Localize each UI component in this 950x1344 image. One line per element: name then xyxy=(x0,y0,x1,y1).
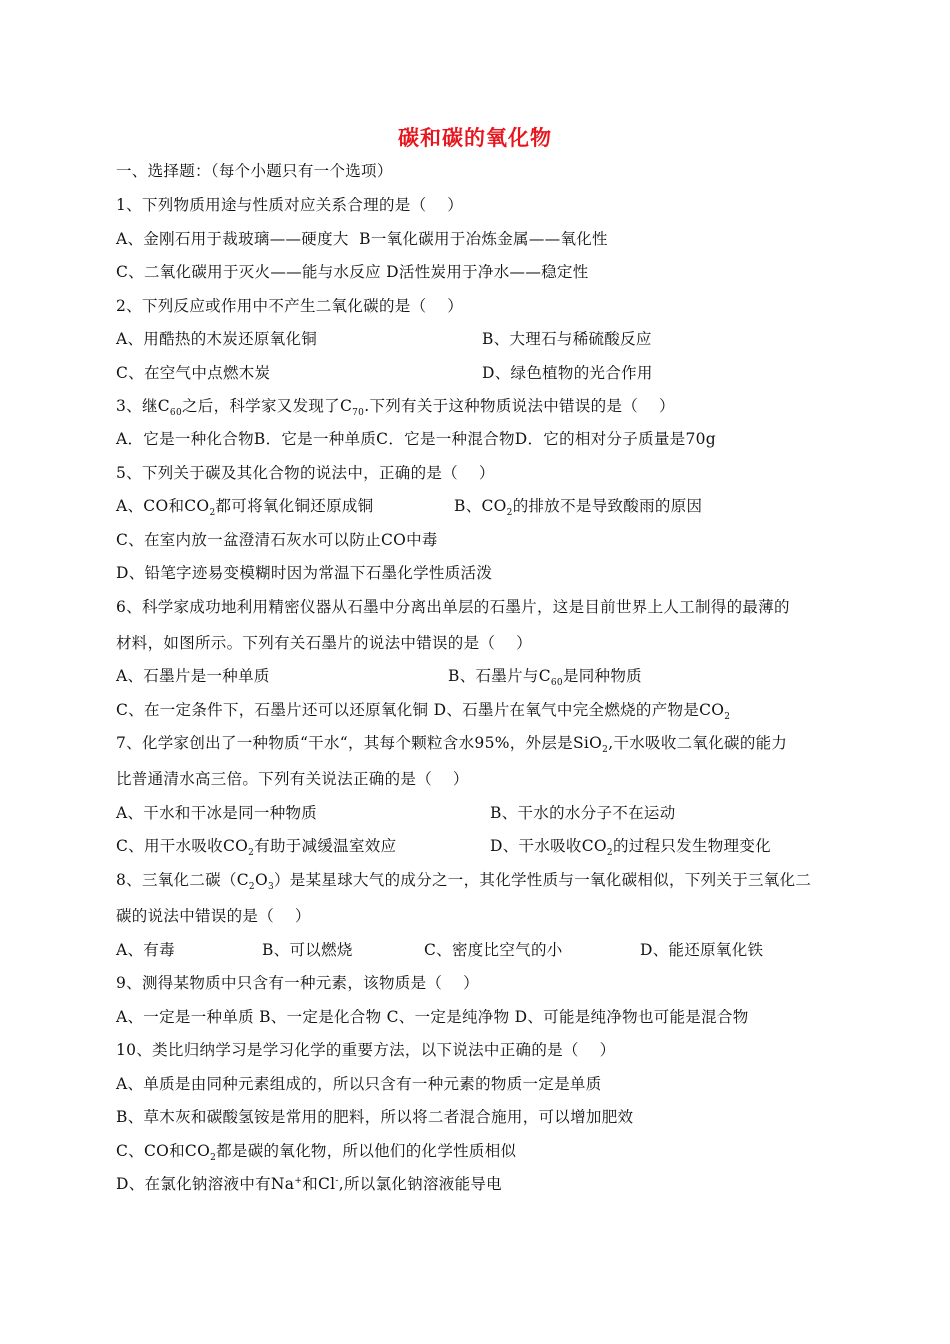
question-2: 2、下列反应或作用中不产生二氧化碳的是（ ） xyxy=(116,297,464,315)
question-7-line2: 比普通清水高三倍。下列有关说法正确的是（ ） xyxy=(116,770,469,788)
q2-option-c: C、在空气中点燃木炭 xyxy=(116,364,271,382)
q5-option-d: D、铅笔字迹易变模糊时因为常温下石墨化学性质活泼 xyxy=(116,564,493,582)
q8-option-c: C、密度比空气的小 xyxy=(424,941,563,959)
section-heading: 一、选择题：（每个小题只有一个选项） xyxy=(116,162,393,180)
question-5: 5、下列关于碳及其化合物的说法中，正确的是（ ） xyxy=(116,464,495,482)
q10-option-c: C、CO和$CO_2$都是碳的氧化物，所以他们的化学性质相似 xyxy=(116,1142,517,1164)
q6-option-b: B、石墨片与$C_{60}$是同种物质 xyxy=(448,667,642,689)
question-6-line1: 6、科学家成功地利用精密仪器从石墨中分离出单层的石墨片，这是目前世界上人工制得的最薄的 xyxy=(116,598,790,616)
q5-option-a: A、CO和$CO_2$都可将氧化铜还原成铜 xyxy=(116,497,374,519)
q2-option-a: A、用酷热的木炭还原氧化铜 xyxy=(116,330,318,348)
q5-option-b: B、$CO_2$的排放不是导致酸雨的原因 xyxy=(454,497,703,519)
q8-option-a: A、有毒 xyxy=(116,941,175,959)
q7-option-c: C、用干水吸收$CO_2$有助于减缓温室效应 xyxy=(116,837,397,859)
q6-option-a: A、石墨片是一种单质 xyxy=(116,667,270,685)
q10-option-b: B、草木灰和碳酸氢铵是常用的肥料，所以将二者混合施用，可以增加肥效 xyxy=(116,1108,634,1126)
q3-options: A．它是一种化合物B．它是一种单质C．它是一种混合物D．它的相对分子质量是70g xyxy=(116,430,717,448)
q1-options-cd: C、二氧化碳用于灭火——能与水反应 D活性炭用于净水——稳定性 xyxy=(116,263,589,281)
question-9: 9、测得某物质中只含有一种元素，该物质是（ ） xyxy=(116,974,479,992)
question-8-line1: 8、三氧化二碳$(C_2O_3)$是某星球大气的成分之一，其化学性质与一氧化碳相似，下列关于三氧化二 xyxy=(116,871,812,893)
q1-options-ab: A、金刚石用于裁玻璃——硬度大 B一氧化碳用于冶炼金属——氧化性 xyxy=(116,230,608,248)
question-7-line1: 7、化学家创出了一种物质“干水“，其每个颗粒含水95%，外层是SiO$_2$,干水吸收二氧化碳的能力 xyxy=(116,734,788,756)
question-6-line2: 材料，如图所示。下列有关石墨片的说法中错误的是（ ） xyxy=(116,634,532,652)
q10-option-a: A、单质是由同种元素组成的，所以只含有一种元素的物质一定是单质 xyxy=(116,1075,602,1093)
question-1: 1、下列物质用途与性质对应关系合理的是（ ） xyxy=(116,196,464,214)
q7-option-b: B、干水的水分子不在运动 xyxy=(490,804,676,822)
q5-option-c: C、在室内放一盆澄清石灰水可以防止CO中毒 xyxy=(116,531,438,549)
q7-option-d: D、干水吸收$CO_2$的过程只发生物理变化 xyxy=(490,837,771,859)
page-title: 碳和碳的氧化物 xyxy=(398,126,552,150)
q9-options: A、一定是一种单质 B、一定是化合物 C、一定是纯净物 D、可能是纯净物也可能是混合物 xyxy=(116,1008,749,1026)
question-10: 10、类比归纳学习是学习化学的重要方法，以下说法中正确的是（ ） xyxy=(116,1041,616,1059)
q7-option-a: A、干水和干冰是同一种物质 xyxy=(116,804,318,822)
q8-option-d: D、能还原氧化铁 xyxy=(640,941,764,959)
q8-option-b: B、可以燃烧 xyxy=(262,941,353,959)
q2-option-d: D、绿色植物的光合作用 xyxy=(482,364,653,382)
q2-option-b: B、大理石与稀硫酸反应 xyxy=(482,330,652,348)
question-3: 3、继$C_{60}$之后，科学家又发现了$C_{70}$.下列有关于这种物质说法中错误的是（ ） xyxy=(116,397,675,419)
question-8-line2: 碳的说法中错误的是（ ） xyxy=(116,907,311,925)
q6-options-cd: C、在一定条件下，石墨片还可以还原氧化铜 D、石墨片在氧气中完全燃烧的产物是$CO_2$ xyxy=(116,701,731,723)
q10-option-d: D、在氯化钠溶液中有Na+和Cl-,所以氯化钠溶液能导电 xyxy=(116,1175,502,1193)
